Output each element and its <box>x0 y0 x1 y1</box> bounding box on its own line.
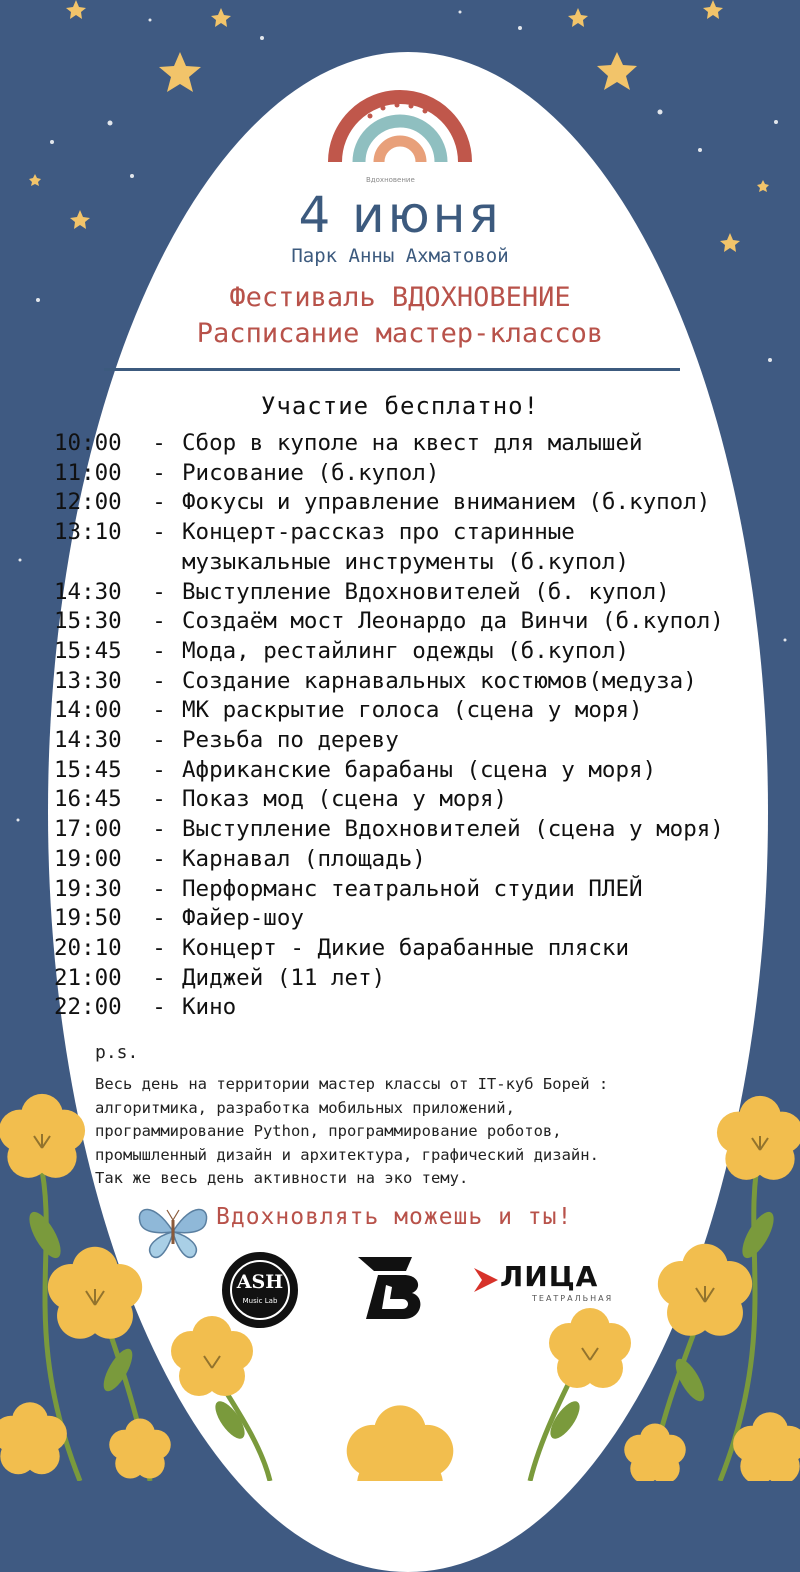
schedule-row <box>54 637 794 667</box>
festival-name: Фестиваль ВДОХНОВЕНИЕ <box>229 282 571 313</box>
schedule-separator: - <box>152 934 166 961</box>
schedule-activity: Африканские барабаны (сцена у моря) <box>182 756 657 783</box>
schedule-row <box>54 845 794 875</box>
schedule-activity: Выступление Вдохновителей (сцена у моря) <box>182 816 724 843</box>
arrow-icon <box>472 1266 500 1294</box>
schedule-separator: - <box>152 608 166 635</box>
schedule-row <box>54 815 794 845</box>
schedule-separator: - <box>152 637 166 664</box>
schedule-activity: Карнавал (площадь) <box>182 845 426 872</box>
divider <box>104 368 680 371</box>
schedule-time: 13:30 <box>54 667 122 694</box>
schedule-separator: - <box>152 786 166 813</box>
schedule-row <box>54 488 794 518</box>
schedule-activity: Концерт-рассказ про старинные <box>182 519 575 546</box>
schedule-time: 14:00 <box>54 697 122 724</box>
schedule-row <box>54 459 794 489</box>
schedule-title: Расписание мастер-классов <box>196 318 604 349</box>
ash-logo-subtext: Music Lab <box>242 1297 278 1305</box>
b-logo <box>356 1255 428 1321</box>
schedule-activity: Рисование (б.купол) <box>182 459 440 486</box>
schedule-activity: Кино <box>182 994 237 1021</box>
schedule-row <box>54 904 794 934</box>
schedule-row <box>54 578 794 608</box>
schedule-row <box>54 607 794 637</box>
schedule-row <box>54 875 794 905</box>
schedule-time: 15:45 <box>54 637 122 664</box>
schedule-time: 17:00 <box>54 816 122 843</box>
schedule-time: 19:00 <box>54 845 122 872</box>
ash-logo-text: ASH <box>236 1271 284 1293</box>
schedule-activity: Сбор в куполе на квест для малышей <box>182 430 643 456</box>
schedule-time: 20:10 <box>54 934 122 961</box>
schedule-time: 12:00 <box>54 489 122 516</box>
ps-label: p.s. <box>95 1042 139 1063</box>
schedule-time: 15:45 <box>54 756 122 783</box>
free-entry-note: Участие бесплатно! <box>260 392 540 420</box>
lica-logo-subtext: ТЕАТРАЛЬНАЯ <box>532 1294 614 1303</box>
schedule-activity: Фокусы и управление вниманием (б.купол) <box>182 489 711 516</box>
schedule-separator: - <box>152 875 166 902</box>
schedule-separator: - <box>152 697 166 724</box>
schedule-activity: Резьба по дереву <box>182 727 399 754</box>
venue-name: Парк Анны Ахматовой <box>291 245 509 267</box>
schedule-activity: МК раскрытие голоса (сцена у моря) <box>182 697 643 724</box>
ash-music-lab-logo <box>222 1252 298 1328</box>
butterfly-icon <box>134 1196 212 1264</box>
schedule-activity: Диджей (11 лет) <box>182 964 386 991</box>
schedule-activity: Мода, рестайлинг одежды (б.купол) <box>182 637 630 664</box>
schedule-row <box>54 993 794 1023</box>
schedule-separator: - <box>152 816 166 843</box>
slogan: Вдохновлять можешь и ты! <box>216 1204 573 1230</box>
schedule-separator: - <box>152 667 166 694</box>
schedule-row <box>54 667 794 697</box>
event-date: 4 июня <box>298 186 502 244</box>
lica-logo-text: ЛИЦА <box>500 1260 599 1293</box>
schedule-separator: - <box>152 756 166 783</box>
schedule-time: 19:30 <box>54 875 122 902</box>
logo-caption: Вдохновение <box>366 176 415 184</box>
schedule-separator: - <box>152 727 166 754</box>
schedule-separator: - <box>152 845 166 872</box>
schedule-time: 10:00 <box>54 430 122 456</box>
schedule-row <box>54 785 794 815</box>
schedule-separator: - <box>152 459 166 486</box>
schedule-time <box>54 548 144 578</box>
schedule-time: 14:30 <box>54 727 122 754</box>
schedule-time: 11:00 <box>54 459 122 486</box>
schedule-time: 22:00 <box>54 994 122 1021</box>
schedule-activity: Создаём мост Леонардо да Винчи (б.купол) <box>182 608 724 635</box>
schedule-activity: музыкальные инструменты (б.купол) <box>182 548 630 575</box>
schedule-separator: - <box>152 964 166 991</box>
schedule-activity: Перформанс театральной студии ПЛЕЙ <box>182 875 643 902</box>
schedule-time: 13:10 <box>54 519 122 546</box>
festival-title <box>0 280 800 352</box>
schedule-time: 16:45 <box>54 786 122 813</box>
schedule-time: 19:50 <box>54 905 122 932</box>
schedule-time: 21:00 <box>54 964 122 991</box>
schedule-separator: - <box>152 994 166 1021</box>
schedule-separator: - <box>152 430 166 456</box>
schedule-row <box>54 726 794 756</box>
schedule-activity: Показ мод (сцена у моря) <box>182 786 508 813</box>
schedule-row <box>54 548 794 578</box>
schedule-row <box>54 964 794 994</box>
schedule-list <box>54 429 794 1023</box>
schedule-separator <box>144 548 174 578</box>
schedule-time: 15:30 <box>54 608 122 635</box>
schedule-separator: - <box>152 489 166 516</box>
schedule-separator: - <box>152 578 166 605</box>
schedule-separator: - <box>152 905 166 932</box>
schedule-activity: Файер-шоу <box>182 905 304 932</box>
schedule-row <box>54 934 794 964</box>
schedule-activity: Выступление Вдохновителей (б. купол) <box>182 578 670 605</box>
schedule-row <box>54 429 794 459</box>
rainbow-icon <box>327 78 473 188</box>
it-cube-note: Весь день на территории мастер классы от IT-куб Борей : алгоритмика, разработка мобильных приложений, программирование Python, программирование роботов, промышленный дизайн и архитектура, графический дизайн. Так же весь день активности на эко тему. <box>95 1075 609 1188</box>
schedule-activity: Концерт - Дикие барабанные пляски <box>182 934 630 961</box>
schedule-activity: Создание карнавальных костюмов(медуза) <box>182 667 697 694</box>
schedule-row <box>54 756 794 786</box>
schedule-row <box>54 696 794 726</box>
schedule-row <box>54 518 794 548</box>
lica-theatre-logo <box>470 1262 626 1308</box>
schedule-time: 14:30 <box>54 578 122 605</box>
schedule-separator: - <box>152 519 166 546</box>
